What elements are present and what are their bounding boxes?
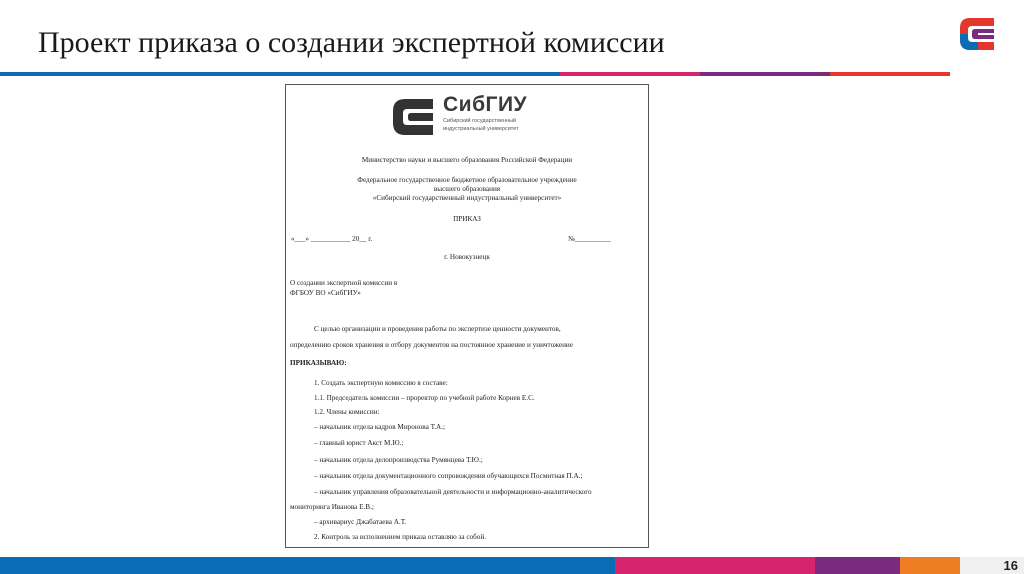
list-item: – начальник отдела кадров Миронова Т.А.; — [314, 423, 446, 431]
date-line: «___» ___________ 20__ г. — [291, 235, 373, 243]
sibgiu-logo-icon — [389, 93, 437, 141]
top-color-stripe — [0, 72, 950, 76]
list-item: – архивариус Джабатаева А.Т. — [314, 518, 407, 526]
order-number: №__________ — [568, 235, 611, 243]
list-item: – начальник отдела делопроизводства Румянцева Т.Ю.; — [314, 456, 483, 464]
order-title: ПРИКАЗ — [453, 215, 481, 223]
list-item: 1. Создать экспертную комиссию в составе: — [314, 379, 448, 387]
org-line-2: высшего образования — [433, 185, 501, 193]
org-line-1: Федеральное государственное бюджетное образовательное учреждение — [357, 176, 577, 184]
body-line-1: С целью организации и проведения работы по экспертизе ценности документов, — [314, 325, 561, 333]
subject-line-2: ФГБОУ ВО «СибГИУ» — [290, 289, 361, 297]
list-item: – начальник отдела документационного сопровождения обучающихся Посмитная П.А.; — [314, 472, 583, 480]
sibgiu-logo — [389, 93, 538, 141]
order-word: ПРИКАЗЫВАЮ: — [290, 359, 347, 367]
city-line: г. Новокузнецк — [444, 253, 490, 261]
list-item: мониторинга Иванова Е.В.; — [290, 503, 374, 511]
logo-subtitle: Сибирский государственный индустриальный университет — [443, 118, 519, 132]
list-item: 1.1. Председатель комиссии – проректор по учебной работе Корнев Е.С. — [314, 394, 535, 402]
org-line-3: «Сибирский государственный индустриальный университет» — [372, 194, 562, 202]
logo-name: СибГИУ — [443, 93, 528, 116]
bottom-color-stripe — [0, 557, 960, 574]
slide-title: Проект приказа о создании экспертной комиссии — [38, 26, 665, 59]
page-number: 16 — [960, 557, 1024, 574]
order-document — [285, 84, 649, 548]
list-item: – начальник управления образовательной деятельности и информационно-аналитического — [314, 488, 592, 496]
ministry-line: Министерство науки и высшего образования Российской Федерации — [361, 156, 573, 164]
university-logo-icon — [954, 10, 1000, 56]
body-line-2: определению сроков хранения и отбору документов на постоянное хранение и уничтожение — [290, 341, 573, 349]
list-item: 2. Контроль за исполнением приказа оставляю за собой. — [314, 533, 487, 541]
subject-line-1: О создании экспертной комиссии в — [290, 279, 398, 287]
list-item: – главный юрист Акст М.Ю.; — [314, 439, 404, 447]
list-item: 1.2. Члены комиссии: — [314, 408, 380, 416]
